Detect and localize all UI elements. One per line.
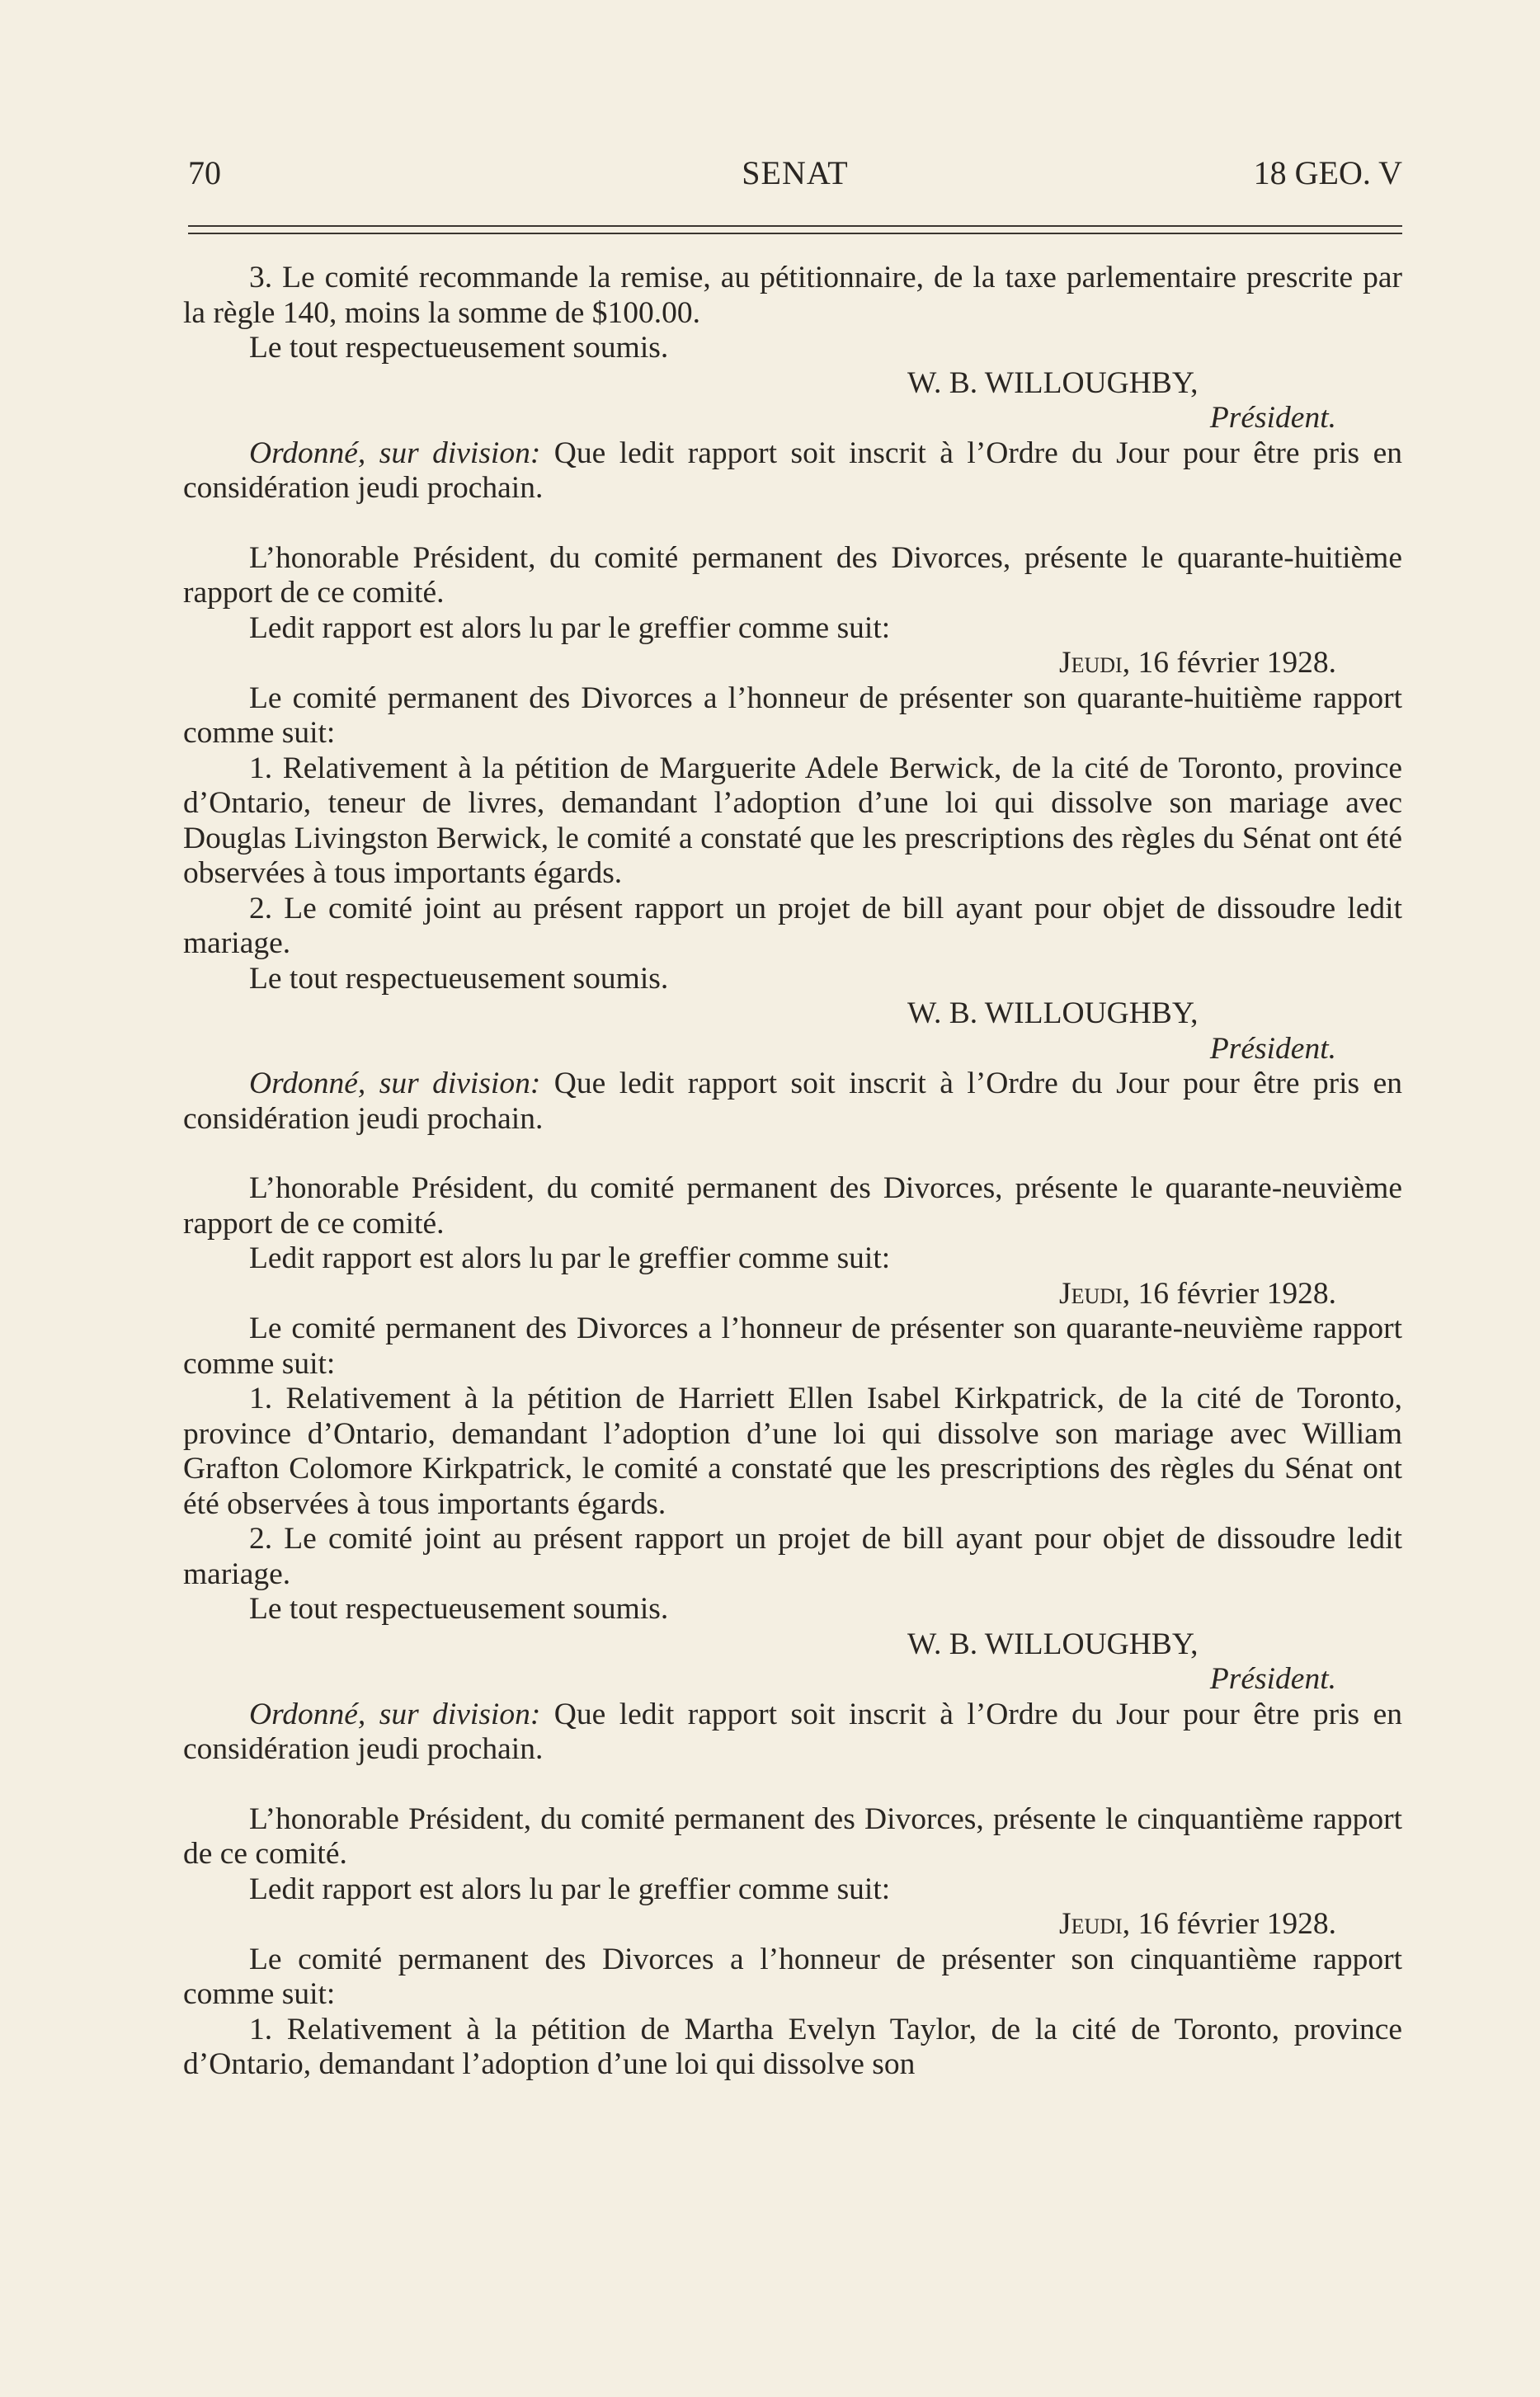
page-body [183, 261, 1402, 2083]
running-title: SENAT [742, 154, 849, 191]
order-text: Que ledit rapport soit inscrit à l’Ordre du Jour pour être pris en considération jeudi prochain. [183, 1067, 1402, 1136]
date-day: Jeudi, [1059, 1276, 1131, 1311]
header-rule-top [188, 225, 1402, 227]
signature-title: Président. [1209, 1031, 1336, 1066]
signature-title: Président. [1209, 1662, 1336, 1696]
report-item-1: 1. Relativement à la pétition de Marguerite Adele Berwick, de la cité de Toronto, province d’Ontario, teneur de livres, demandant l’adoption d’une loi qui dissolve son mariage avec Douglas Livingston Berwick, le comité a constaté que les prescriptions des règles du Sénat ont été observées à tous importants égards. [183, 751, 1402, 890]
page-header [188, 153, 1402, 203]
order-label: Ordonné, sur division: [249, 1697, 541, 1731]
session-label: 18 GEO. V [1253, 154, 1402, 191]
report-item-1: 1. Relativement à la pétition de Martha Evelyn Taylor, de la cité de Toronto, province d’Ontario, demandant l’adoption d’une loi qui dissolve son [183, 2012, 1402, 2081]
date-day: Jeudi, [1059, 646, 1131, 680]
date-text: 16 février 1928. [1130, 646, 1336, 680]
report-date [183, 1277, 1402, 1312]
report-intro: L’honorable Président, du comité permanent des Divorces, présente le quarante-huitième rapport de ce comité. [183, 540, 1402, 610]
order-paragraph [183, 436, 1402, 506]
report-intro: L’honorable Président, du comité permanent des Divorces, présente le quarante-neuvième rapport de ce comité. [183, 1171, 1402, 1241]
report-date [183, 646, 1402, 681]
header-rule-bottom [188, 233, 1402, 234]
order-label: Ordonné, sur division: [249, 436, 541, 470]
report-item-2: 2. Le comité joint au présent rapport un projet de bill ayant pour objet de dissoudre ledit mariage. [183, 1522, 1402, 1591]
report-read-line: Ledit rapport est alors lu par le greffier comme suit: [249, 1241, 891, 1275]
signature-name: W. B. WILLOUGHBY, [907, 996, 1199, 1030]
order-text: Que ledit rapport soit inscrit à l’Ordre du Jour pour être pris en considération jeudi prochain. [183, 436, 1402, 505]
page-number: 70 [188, 154, 221, 191]
report-read-line: Ledit rapport est alors lu par le greffier comme suit: [249, 1872, 891, 1906]
order-label: Ordonné, sur division: [249, 1067, 541, 1100]
report-honor: Le comité permanent des Divorces a l’honneur de présenter son quarante-neuvième rapport comme suit: [183, 1312, 1402, 1381]
report-date [183, 1907, 1402, 1943]
signature-name: W. B. WILLOUGHBY, [907, 365, 1199, 400]
respect-line: Le tout respectueusement soumis. [249, 961, 669, 996]
report-honor: Le comité permanent des Divorces a l’honneur de présenter son cinquantième rapport comme suit: [183, 1942, 1402, 2011]
signature-title: Président. [1209, 401, 1336, 435]
section-gap [183, 506, 1402, 541]
report-paragraph-3: 3. Le comité recommande la remise, au pétitionnaire, de la taxe parlementaire prescrite par la règle 140, moins la somme de $100.00. [183, 261, 1402, 330]
report-item-2: 2. Le comité joint au présent rapport un projet de bill ayant pour objet de dissoudre ledit mariage. [183, 891, 1402, 960]
signature-name: W. B. WILLOUGHBY, [907, 1627, 1199, 1661]
report-honor: Le comité permanent des Divorces a l’honneur de présenter son quarante-huitième rapport comme suit: [183, 680, 1402, 750]
respect-line: Le tout respectueusement soumis. [249, 331, 669, 365]
date-day: Jeudi, [1059, 1907, 1131, 1941]
order-paragraph [183, 1067, 1402, 1137]
date-text: 16 février 1928. [1130, 1907, 1336, 1941]
date-text: 16 février 1928. [1130, 1276, 1336, 1311]
report-item-1: 1. Relativement à la pétition de Harriett Ellen Isabel Kirkpatrick, de la cité de Toronto, province d’Ontario, demandant l’adoption d’une loi qui dissolve son mariage avec William Grafton Colomore Kirkpatrick, le comité a constaté que les prescriptions des règles du Sénat ont été observées à tous importants égards. [183, 1382, 1402, 1521]
order-paragraph [183, 1698, 1402, 1768]
report-intro: L’honorable Président, du comité permanent des Divorces, présente le cinquantième rapport de ce comité. [183, 1801, 1402, 1871]
report-read-line: Ledit rapport est alors lu par le greffier comme suit: [249, 610, 891, 645]
order-text: Que ledit rapport soit inscrit à l’Ordre du Jour pour être pris en considération jeudi prochain. [183, 1697, 1402, 1766]
respect-line: Le tout respectueusement soumis. [249, 1592, 669, 1626]
section-gap [183, 1768, 1402, 1802]
section-gap [183, 1137, 1402, 1171]
